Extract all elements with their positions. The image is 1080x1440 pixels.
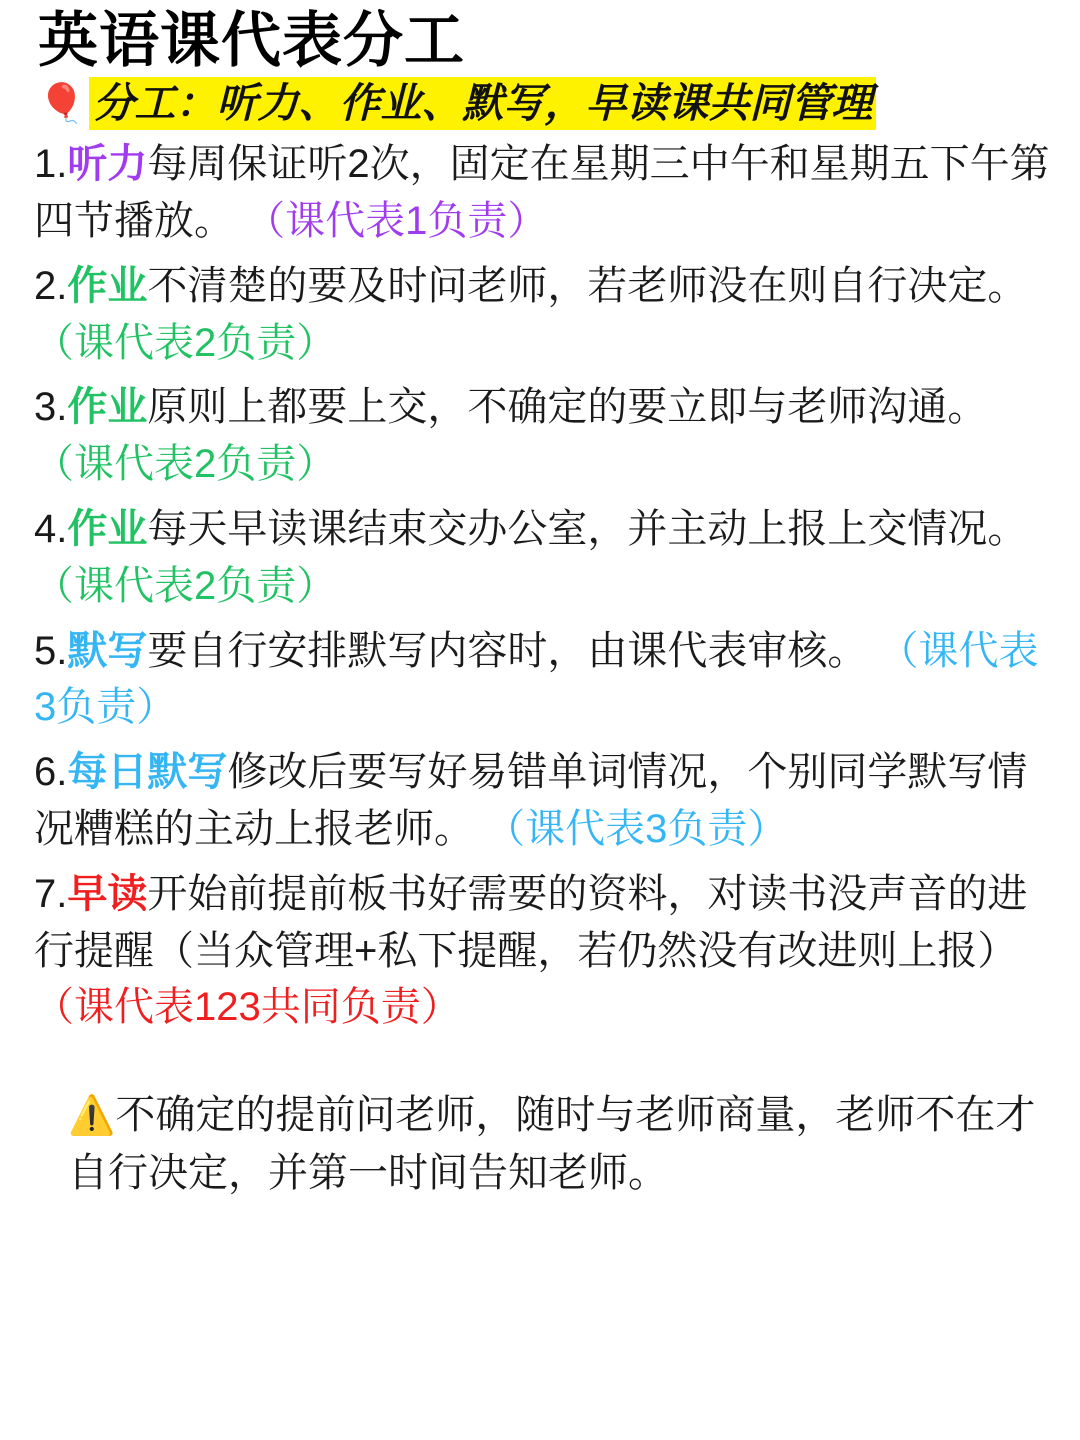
list-item	[34, 136, 1052, 250]
rules-list	[34, 136, 1052, 1036]
rule-body: 原则上都要上交，不确定的要立即与老师沟通。	[147, 385, 988, 430]
rule-number: 1.	[34, 142, 68, 187]
rule-number: 3.	[34, 385, 68, 430]
rule-keyword: 每日默写	[67, 750, 228, 795]
rule-body: 不清楚的要及时问老师，若老师没在则自行决定。	[147, 263, 1028, 308]
rule-owner: （课代表1负责）	[245, 199, 548, 244]
rule-owner: （课代表2负责）	[34, 442, 337, 487]
page-title: 英语课代表分工	[38, 7, 465, 74]
rule-body: 开始前提前板书好需要的资料，对读书没声音的进行提醒（当众管理+私下提醒，若仍然没有改进则上报）	[34, 871, 1028, 973]
rule-owner: （课代表2负责）	[34, 320, 337, 365]
balloon-icon: 🎈	[38, 82, 86, 125]
list-item	[34, 866, 1052, 1036]
rule-number: 6.	[34, 750, 68, 795]
rule-body: 每天早读课结束交办公室，并主动上报上交情况。	[147, 507, 1028, 552]
list-item	[34, 379, 1052, 493]
rule-owner: （课代表3负责）	[34, 628, 1039, 730]
list-item	[34, 744, 1052, 858]
list-item	[34, 258, 1052, 372]
rule-keyword: 早读	[67, 871, 148, 916]
rule-keyword: 作业	[67, 263, 148, 308]
list-item	[34, 501, 1052, 615]
footer-text: 不确定的提前问老师，随时与老师商量，老师不在才自行决定，并第一时间告知老师。	[68, 1093, 1036, 1196]
footer-note	[34, 1086, 1052, 1202]
rule-number: 7.	[34, 871, 68, 916]
subtitle-row	[38, 77, 1052, 130]
warning-icon: ⚠️	[68, 1095, 116, 1138]
rule-body: 每周保证听2次，固定在星期三中午和星期五下午第四节播放。	[34, 142, 1050, 244]
rule-number: 4.	[34, 507, 68, 552]
rule-owner: （课代表2负责）	[34, 563, 337, 608]
rule-owner: （课代表3负责）	[485, 807, 788, 852]
list-item	[34, 623, 1052, 737]
rule-keyword: 听力	[67, 142, 148, 187]
rule-body: 修改后要写好易错单词情况，个别同学默写情况糟糕的主动上报老师。	[34, 750, 1028, 852]
rule-owner: （课代表123共同负责）	[34, 985, 461, 1030]
subtitle-text: 分工：听力、作业、默写，早读课共同管理	[89, 77, 876, 130]
rule-body: 要自行安排默写内容时，由课代表审核。	[147, 628, 868, 673]
rule-number: 5.	[34, 628, 68, 673]
rule-number: 2.	[34, 263, 68, 308]
rule-keyword: 作业	[67, 385, 148, 430]
rule-keyword: 默写	[67, 628, 148, 673]
rule-keyword: 作业	[67, 507, 148, 552]
